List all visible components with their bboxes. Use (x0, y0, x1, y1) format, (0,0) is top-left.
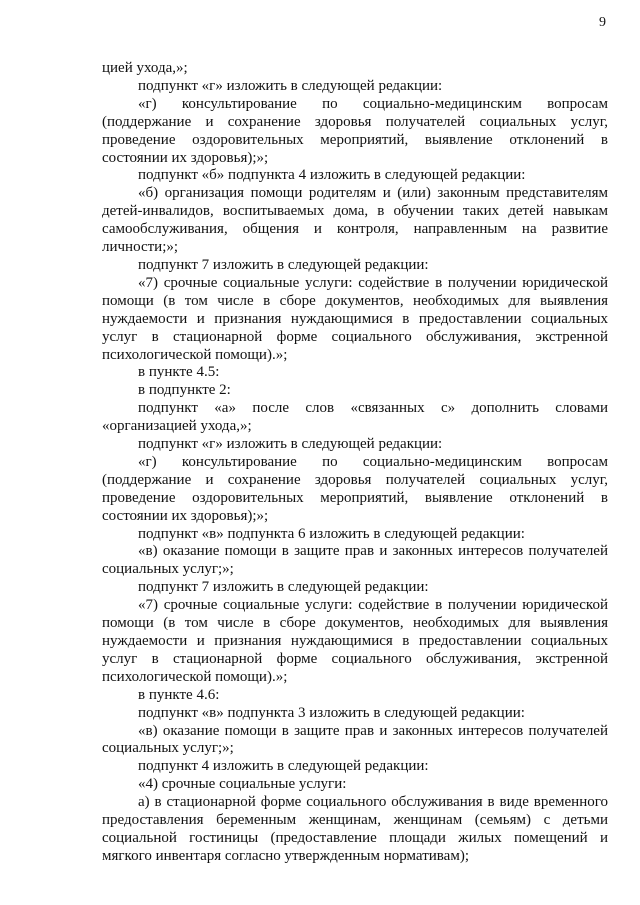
paragraph: «в) оказание помощи в защите прав и законных интересов получателей социальных услуг;»; (102, 543, 608, 578)
paragraph: подпункт «а» после слов «связанных с» дополнить словами «организацией ухода,»; (102, 400, 608, 435)
document-body (102, 60, 608, 866)
paragraph: «4) срочные социальные услуги: (138, 776, 347, 793)
paragraph: подпункт «в» подпункта 6 изложить в следующей редакции: (138, 525, 525, 542)
paragraph: «г) консультирование по социально-медицинским вопросам (поддержание и сохранение здоровья получателей социальных услуг, проведение оздоровительных мероприятий, выявление отклонений в состоянии их здоровья);»; (102, 95, 608, 166)
paragraph: цией ухода,»; (102, 60, 188, 76)
paragraph: подпункт «в» подпункта 3 изложить в следующей редакции: (138, 704, 525, 721)
paragraph: «б) организация помощи родителям и (или) законным представителям детей-инвалидов, воспитываемых дома, в обучении таких детей навыкам самообслуживания, общения и контроля, направленным на развитие личности;»; (102, 185, 608, 256)
paragraph: «7) срочные социальные услуги: содействие в получении юридической помощи (в том числе в сборе документов, необходимых для выявления нуждаемости и признания нуждающимися в предоставлении социальных услуг в стационарной форме социального обслуживания, экстренной психологической помощи).»; (102, 597, 608, 685)
paragraph: а) в стационарной форме социального обслуживания в виде временного предоставления беременным женщинам, женщинам (семьям) с детьми социальной гостиницы (предоставление площади жилых помещений и мягкого инвентаря согласно утвержденным нормативам); (102, 794, 608, 864)
paragraph: «в) оказание помощи в защите прав и законных интересов получателей социальных услуг;»; (102, 722, 608, 757)
paragraph: подпункт 7 изложить в следующей редакции: (138, 256, 429, 273)
paragraph: подпункт 4 изложить в следующей редакции: (138, 758, 429, 775)
paragraph: подпункт «б» подпункта 4 изложить в следующей редакции: (138, 167, 526, 184)
paragraph: в пункте 4.5: (138, 364, 220, 381)
paragraph: «г) консультирование по социально-медицинским вопросам (поддержание и сохранение здоровья получателей социальных услуг, проведение оздоровительных мероприятий, выявление отклонений в состоянии их здоровья);»; (102, 453, 608, 524)
page-number: 9 (599, 15, 606, 30)
paragraph: в подпункте 2: (138, 382, 231, 399)
paragraph: подпункт «г» изложить в следующей редакции: (138, 436, 443, 453)
paragraph: в пункте 4.6: (138, 686, 220, 703)
paragraph: подпункт «г» изложить в следующей редакции: (138, 77, 443, 94)
paragraph: подпункт 7 изложить в следующей редакции: (138, 579, 429, 596)
paragraph: «7) срочные социальные услуги: содействие в получении юридической помощи (в том числе в сборе документов, необходимых для выявления нуждаемости и признания нуждающимися в предоставлении социальных услуг в стационарной форме социального обслуживания, экстренной психологической помощи).»; (102, 274, 608, 363)
